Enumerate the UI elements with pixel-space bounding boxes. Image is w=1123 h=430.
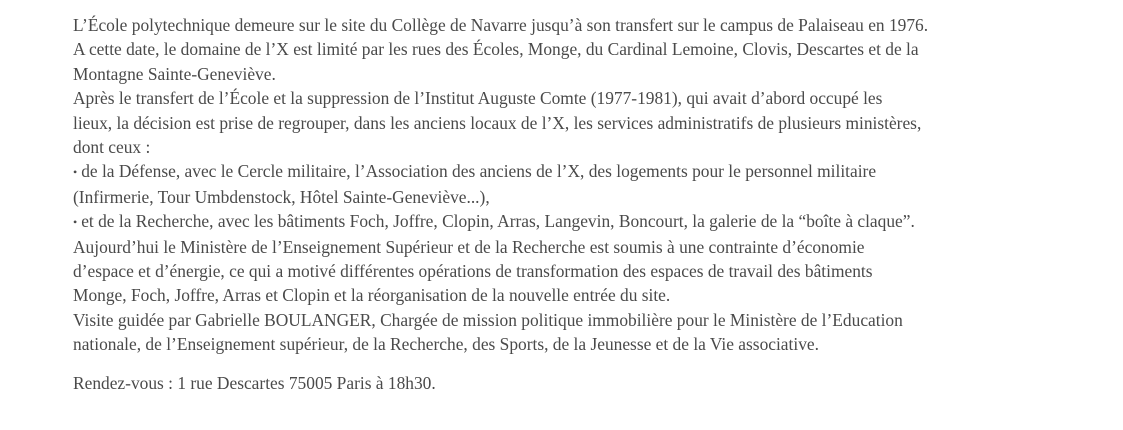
bullet-icon: • (73, 215, 78, 230)
text-line: nationale, de l’Enseignement supérieur, de la Recherche, des Sports, de la Jeunesse et de la Vie associative. (73, 334, 819, 355)
text-line: Aujourd’hui le Ministère de l’Enseignement Supérieur et de la Recherche est soumis à une contrainte d’économie (73, 236, 865, 257)
list-item (73, 209, 1113, 234)
text-line: Monge, Foch, Joffre, Arras et Clopin et la réorganisation de la nouvelle entrée du site. (73, 285, 671, 306)
text-line: Visite guidée par Gabrielle BOULANGER, Chargée de mission politique immobilière pour le Ministère de l’Education (73, 309, 903, 330)
list-item-text: de la Défense, avec le Cercle militaire, l’Association des anciens de l’X, des logements pour le personnel militaire (81, 161, 877, 182)
paragraph-spacer (73, 357, 1113, 371)
list-item-text: et de la Recherche, avec les bâtiments Foch, Joffre, Clopin, Arras, Langevin, Boncourt, la galerie de la “boîte à claque”. (81, 211, 915, 232)
bullet-icon: • (73, 165, 78, 180)
text-line: Après le transfert de l’École et la suppression de l’Institut Auguste Comte (1977-1981), qui avait d’abord occupé les (73, 88, 883, 109)
list-item (73, 159, 1113, 184)
article-body (73, 13, 1113, 395)
text-line: lieux, la décision est prise de regrouper, dans les anciens locaux de l’X, les services administratifs de plusieurs ministères, (73, 112, 922, 133)
list-item-continuation: (Infirmerie, Tour Umbdenstock, Hôtel Sainte-Geneviève...), (73, 186, 490, 207)
rendezvous-line: Rendez-vous : 1 rue Descartes 75005 Paris à 18h30. (73, 372, 436, 393)
text-line: L’École polytechnique demeure sur le site du Collège de Navarre jusqu’à son transfert sur le campus de Palaiseau en 1976. (73, 15, 929, 35)
text-line: Montagne Sainte-Geneviève. (73, 63, 276, 84)
text-line: A cette date, le domaine de l’X est limité par les rues des Écoles, Monge, du Cardinal Lemoine, Clovis, Descartes et de la (73, 39, 919, 60)
text-line: dont ceux : (73, 137, 151, 158)
text-line: d’espace et d’énergie, ce qui a motivé différentes opérations de transformation des espaces de travail des bâtiments (73, 261, 873, 282)
